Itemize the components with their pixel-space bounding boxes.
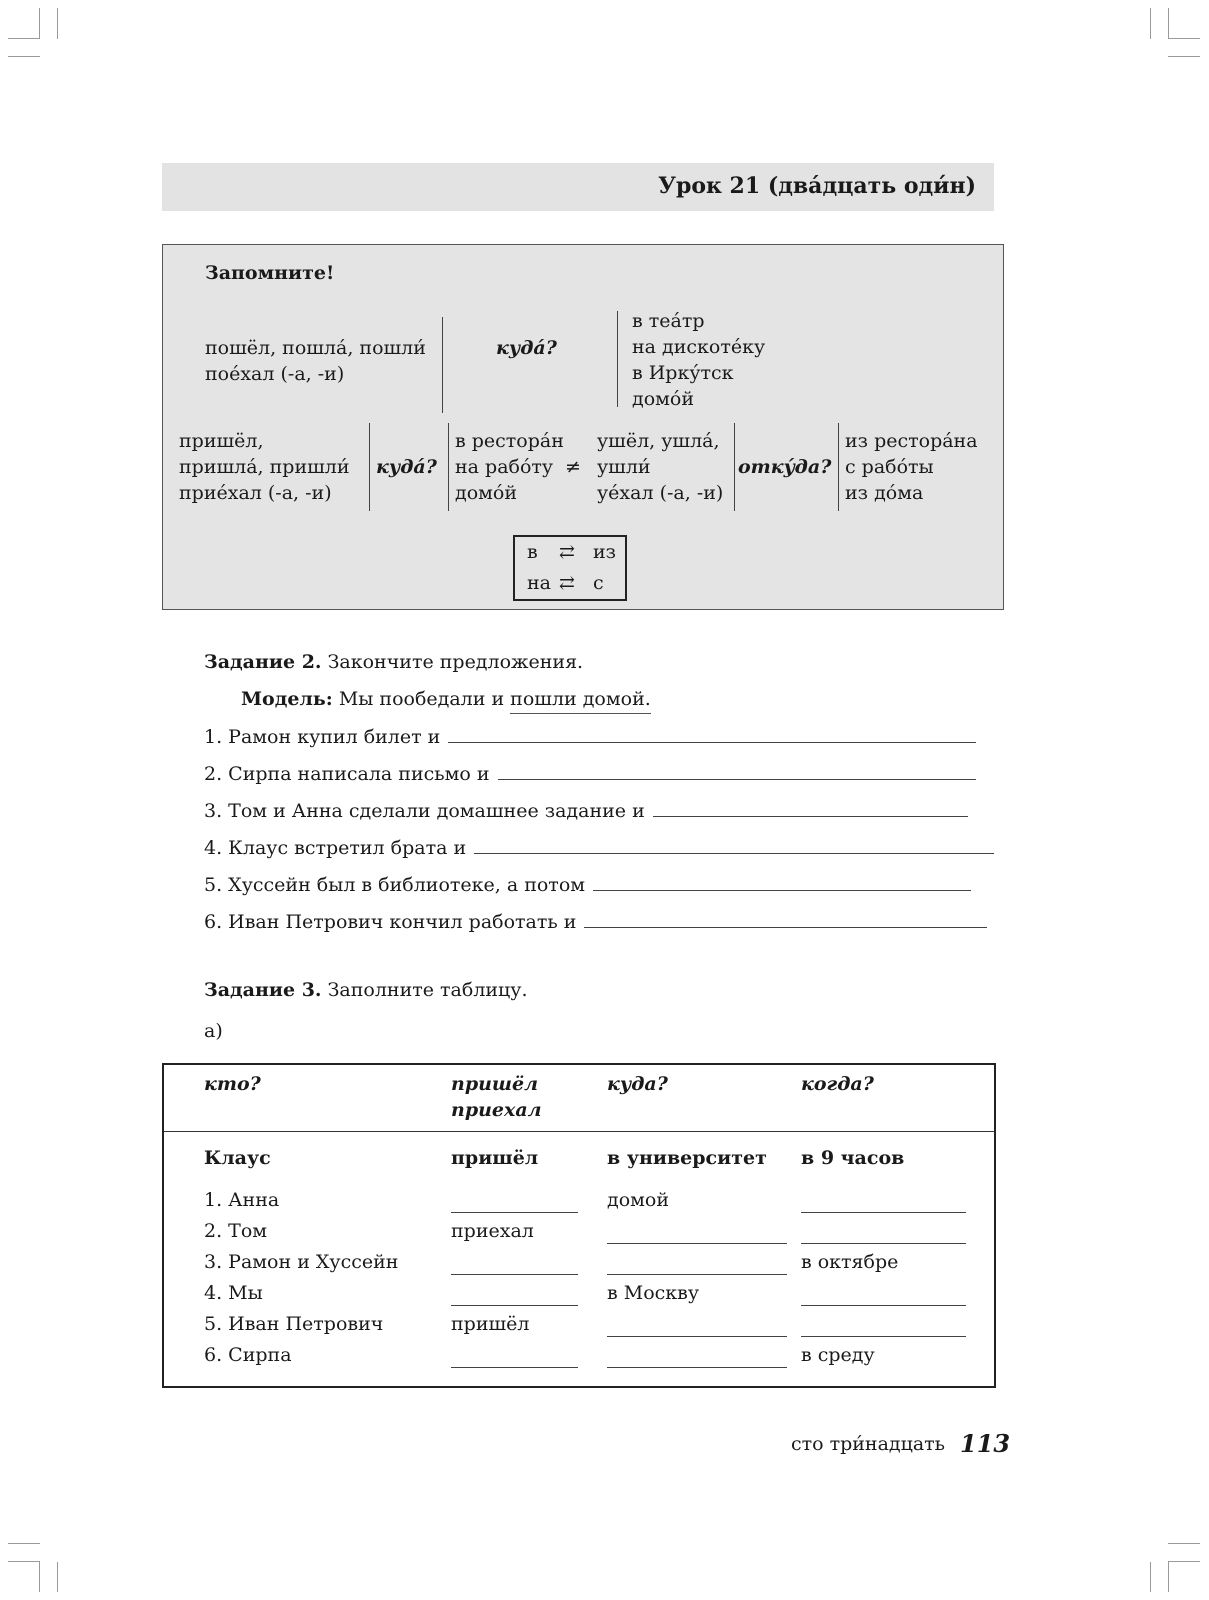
task2-item bbox=[204, 907, 987, 936]
answer-blank[interactable] bbox=[801, 1243, 966, 1244]
crop-mark bbox=[39, 8, 40, 39]
answer-blank[interactable] bbox=[801, 1336, 966, 1337]
task3-table bbox=[162, 1063, 996, 1388]
row1-question: кудá? bbox=[496, 337, 557, 359]
header-when: когда? bbox=[801, 1073, 874, 1095]
crop-mark bbox=[1168, 1543, 1200, 1544]
task2-item bbox=[204, 796, 968, 825]
crop-mark bbox=[8, 38, 40, 39]
task2-item bbox=[204, 833, 994, 862]
task3-instruction: Заполните таблицу. bbox=[327, 979, 528, 1001]
row2-place: домóй bbox=[455, 482, 518, 504]
answer-blank[interactable] bbox=[584, 907, 987, 928]
model-answer: пошли домой. bbox=[510, 685, 651, 714]
task3-label: Задание 3. bbox=[204, 979, 322, 1001]
crop-mark bbox=[1150, 1562, 1151, 1592]
model-text: Мы пообедали и bbox=[338, 688, 505, 710]
example-when: в 9 часов bbox=[801, 1147, 905, 1169]
answer-blank[interactable] bbox=[448, 722, 976, 743]
header-came: пришёл bbox=[451, 1073, 539, 1095]
crop-mark bbox=[8, 1561, 40, 1562]
row1-verb: поéхал (-а, -и) bbox=[205, 363, 345, 385]
row-verb: пришёл bbox=[451, 1313, 530, 1335]
row2-question: кудá? bbox=[376, 456, 437, 478]
crop-mark bbox=[1168, 1561, 1200, 1562]
model-label: Модель: bbox=[241, 688, 333, 710]
crop-mark bbox=[1168, 38, 1200, 39]
header-who: кто? bbox=[204, 1073, 261, 1095]
answer-blank[interactable] bbox=[607, 1243, 787, 1244]
answer-blank[interactable] bbox=[451, 1212, 578, 1213]
task2-item bbox=[204, 722, 976, 751]
answer-blank[interactable] bbox=[607, 1336, 787, 1337]
row-verb: приехал bbox=[451, 1220, 534, 1242]
not-equal-sign: ≠ bbox=[565, 456, 581, 478]
row1-place: домóй bbox=[632, 388, 695, 410]
remember-box bbox=[162, 244, 1004, 610]
row2-place2: из рестора́на bbox=[845, 430, 978, 452]
page-number: 113 bbox=[960, 1429, 1011, 1458]
task2-model bbox=[241, 685, 651, 714]
answer-blank[interactable] bbox=[801, 1212, 966, 1213]
divider bbox=[442, 317, 443, 413]
row-who: 1. Анна bbox=[204, 1189, 280, 1211]
answer-blank[interactable] bbox=[498, 759, 976, 780]
row2-verb2: ушли́ bbox=[597, 456, 651, 478]
prep-left: на bbox=[527, 572, 551, 594]
task2-item-text: 1. Рамон купил билет и bbox=[204, 726, 441, 748]
answer-blank[interactable] bbox=[801, 1305, 966, 1306]
row-when: в октябре bbox=[801, 1251, 899, 1273]
answer-blank[interactable] bbox=[607, 1367, 787, 1368]
row2-verb: пришлá, пришли́ bbox=[179, 456, 350, 478]
answer-blank[interactable] bbox=[451, 1367, 578, 1368]
task2-item bbox=[204, 759, 976, 788]
row-who: 6. Сирпа bbox=[204, 1344, 292, 1366]
row2-place: в рестора́н bbox=[455, 430, 564, 452]
answer-blank[interactable] bbox=[451, 1305, 578, 1306]
example-who: Клаус bbox=[204, 1147, 271, 1169]
row2-question2: откýда? bbox=[738, 456, 832, 478]
preposition-box bbox=[513, 535, 627, 601]
divider bbox=[369, 423, 370, 511]
row2-place2: с рабóты bbox=[845, 456, 934, 478]
table-header-divider bbox=[164, 1131, 994, 1132]
answer-blank[interactable] bbox=[607, 1274, 787, 1275]
header-arrived: приехал bbox=[451, 1099, 542, 1121]
answer-blank[interactable] bbox=[451, 1274, 578, 1275]
answer-blank[interactable] bbox=[593, 870, 971, 891]
crop-mark bbox=[57, 8, 58, 39]
row-who: 2. Том bbox=[204, 1220, 268, 1242]
task2-item-text: 2. Сирпа написала письмо и bbox=[204, 763, 490, 785]
crop-mark bbox=[1168, 8, 1169, 39]
divider bbox=[617, 311, 618, 407]
row2-verb2: ушёл, ушлá, bbox=[597, 430, 720, 452]
row2-place2: из дóма bbox=[845, 482, 924, 504]
answer-blank[interactable] bbox=[653, 796, 968, 817]
lesson-title: Урок 21 (двáдцать оди́н) bbox=[658, 173, 976, 199]
row1-place: на дискотéку bbox=[632, 336, 766, 358]
row2-verb: приéхал (-а, -и) bbox=[179, 482, 332, 504]
crop-mark bbox=[1168, 56, 1200, 57]
row-where: домой bbox=[607, 1189, 670, 1211]
row2-verb2: уéхал (-а, -и) bbox=[597, 482, 724, 504]
lesson-header bbox=[162, 163, 994, 211]
row-who: 4. Мы bbox=[204, 1282, 263, 1304]
remember-title: Запомните! bbox=[205, 262, 335, 284]
header-where: куда? bbox=[607, 1073, 668, 1095]
prep-right: с bbox=[593, 572, 604, 594]
row-who: 5. Иван Петрович bbox=[204, 1313, 384, 1335]
row2-verb: пришёл, bbox=[179, 430, 264, 452]
task2-item-text: 5. Хуссейн был в библиотеке, а потом bbox=[204, 874, 586, 896]
page-number-words: сто три́надцать bbox=[790, 1433, 945, 1455]
example-where: в университет bbox=[607, 1147, 767, 1169]
answer-blank[interactable] bbox=[474, 833, 994, 854]
prep-left: в bbox=[527, 541, 538, 563]
crop-mark bbox=[8, 56, 40, 57]
row1-place: в Ирку́тск bbox=[632, 362, 734, 384]
crop-mark bbox=[1168, 1562, 1169, 1592]
task2-label: Задание 2. bbox=[204, 651, 322, 673]
row2-place: на рабóту bbox=[455, 456, 554, 478]
row-when: в среду bbox=[801, 1344, 875, 1366]
arrow-icon: ⇄ bbox=[559, 541, 575, 563]
task3-heading bbox=[204, 976, 528, 1004]
crop-mark bbox=[8, 1543, 40, 1544]
task2-item-text: 3. Том и Анна сделали домашнее задание и bbox=[204, 800, 645, 822]
divider bbox=[448, 423, 449, 511]
prep-right: из bbox=[593, 541, 617, 563]
task2-instruction: Закончите предложения. bbox=[327, 651, 584, 673]
divider bbox=[734, 423, 735, 511]
row1-verb: пошёл, пошлá, пошли́ bbox=[205, 337, 426, 359]
task2-heading bbox=[204, 648, 583, 676]
task2-item-text: 4. Клаус встретил брата и bbox=[204, 837, 467, 859]
row1-place: в теáтр bbox=[632, 310, 705, 332]
task2-item-text: 6. Иван Петрович кончил работать и bbox=[204, 911, 577, 933]
divider bbox=[838, 423, 839, 511]
crop-mark bbox=[39, 1562, 40, 1592]
task2-item bbox=[204, 870, 971, 899]
crop-mark bbox=[57, 1562, 58, 1592]
example-verb: пришёл bbox=[451, 1147, 539, 1169]
row-where: в Москву bbox=[607, 1282, 700, 1304]
crop-mark bbox=[1150, 8, 1151, 39]
row-who: 3. Рамон и Хуссейн bbox=[204, 1251, 399, 1273]
arrow-icon: ⇄ bbox=[559, 572, 575, 594]
task3-sub: а) bbox=[204, 1020, 223, 1042]
